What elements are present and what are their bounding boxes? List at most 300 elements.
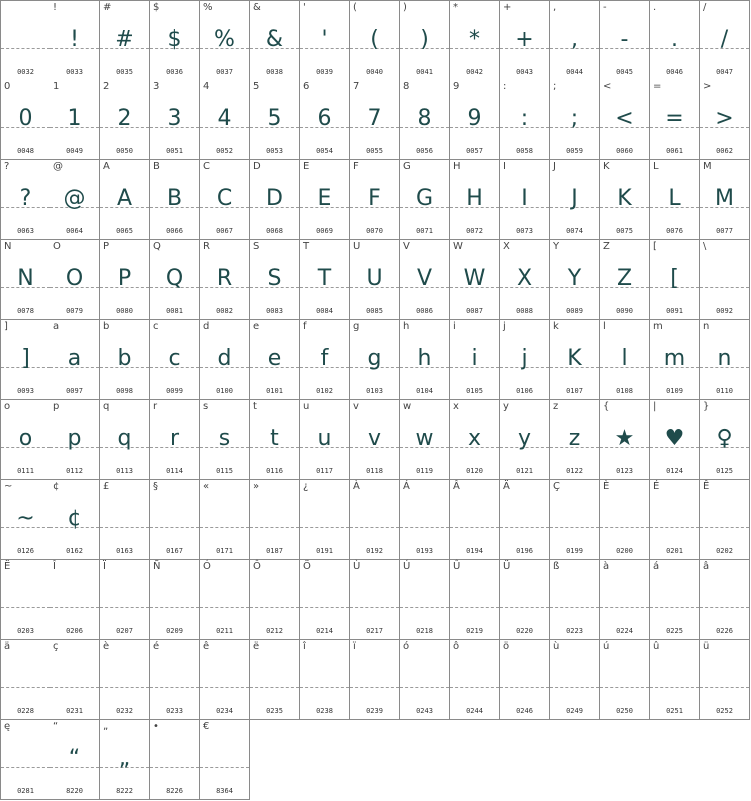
glyph-code: 0239 — [366, 707, 383, 715]
glyph-cell[interactable] — [150, 0, 200, 81]
glyph-code: 0252 — [716, 707, 733, 715]
glyph-cell[interactable] — [200, 560, 250, 640]
glyph-cell[interactable] — [200, 80, 250, 160]
glyph-sample — [50, 582, 99, 616]
glyph-sample: Y — [567, 266, 582, 291]
glyph-cell[interactable] — [150, 640, 200, 720]
glyph-label: 5 — [253, 81, 260, 92]
glyph-code: 0246 — [516, 707, 533, 715]
glyph-label: È — [603, 481, 610, 492]
glyph-code: 0251 — [666, 707, 683, 715]
glyph-code: 0041 — [416, 68, 433, 76]
glyph-cell[interactable] — [600, 240, 650, 320]
glyph-sample: * — [469, 27, 480, 52]
glyph-label: F — [353, 161, 359, 172]
glyph-cell[interactable] — [600, 560, 650, 640]
glyph-cell[interactable] — [550, 240, 600, 320]
glyph-code: 0118 — [366, 467, 383, 475]
glyph-cell[interactable] — [150, 400, 200, 480]
glyph-cell[interactable] — [350, 400, 400, 480]
glyph-code: 0059 — [566, 147, 583, 155]
glyph-sample — [450, 582, 499, 616]
glyph-label: ç — [53, 641, 59, 652]
glyph-label: $ — [153, 2, 160, 13]
glyph-cell[interactable] — [350, 240, 400, 320]
glyph-sample: 7 — [367, 106, 382, 131]
glyph-sample: - — [620, 27, 629, 52]
glyph-label: Z — [603, 241, 610, 252]
glyph-sample: Z — [616, 266, 633, 291]
glyph-sample: 4 — [217, 106, 232, 131]
glyph-cell[interactable] — [300, 320, 350, 400]
glyph-code: 0066 — [166, 227, 183, 235]
glyph-cell[interactable] — [100, 0, 150, 81]
glyph-sample — [100, 582, 149, 616]
glyph-cell[interactable] — [450, 160, 500, 240]
glyph-code: 0217 — [366, 627, 383, 635]
glyph-cell[interactable] — [100, 640, 150, 720]
glyph-cell[interactable] — [250, 0, 300, 81]
glyph-label: 0 — [4, 81, 11, 92]
glyph-label: 1 — [53, 81, 60, 92]
glyph-cell[interactable] — [100, 80, 150, 160]
glyph-cell[interactable] — [0, 160, 51, 240]
glyph-cell[interactable] — [100, 400, 150, 480]
glyph-cell[interactable] — [650, 0, 700, 81]
glyph-sample: 9 — [467, 106, 482, 131]
glyph-sample — [550, 502, 599, 536]
glyph-cell[interactable] — [50, 160, 100, 240]
glyph-cell[interactable] — [50, 400, 100, 480]
glyph-cell[interactable] — [250, 480, 300, 560]
glyph-cell[interactable] — [550, 640, 600, 720]
glyph-sample — [600, 582, 649, 616]
glyph-cell[interactable] — [500, 320, 550, 400]
glyph-label: H — [453, 161, 461, 172]
glyph-label: I — [503, 161, 506, 172]
glyph-cell[interactable] — [100, 240, 150, 320]
glyph-label: O — [53, 241, 61, 252]
glyph-sample: F — [368, 186, 381, 211]
glyph-cell[interactable] — [200, 0, 250, 81]
glyph-label: á — [653, 561, 660, 572]
glyph-cell[interactable] — [450, 80, 500, 160]
glyph-cell[interactable] — [350, 560, 400, 640]
glyph-cell[interactable] — [0, 80, 51, 160]
glyph-cell[interactable] — [0, 480, 51, 560]
glyph-code: 0219 — [466, 627, 483, 635]
glyph-cell[interactable] — [50, 560, 100, 640]
glyph-sample — [500, 582, 549, 616]
glyph-code: 0238 — [316, 707, 333, 715]
glyph-sample: 2 — [117, 106, 132, 131]
glyph-code: 0078 — [17, 307, 34, 315]
glyph-cell[interactable] — [350, 640, 400, 720]
glyph-cell[interactable] — [150, 80, 200, 160]
glyph-code: 0212 — [266, 627, 283, 635]
glyph-sample — [650, 582, 699, 616]
glyph-cell[interactable] — [650, 320, 700, 400]
glyph-sample: „ — [118, 746, 131, 771]
glyph-cell[interactable] — [50, 80, 100, 160]
glyph-code: 0103 — [366, 387, 383, 395]
glyph-code: 0162 — [66, 547, 83, 555]
glyph-cell[interactable] — [500, 400, 550, 480]
glyph-cell[interactable] — [700, 480, 750, 560]
glyph-sample: I — [521, 186, 528, 211]
glyph-label: ó — [403, 641, 410, 652]
glyph-code: 0109 — [666, 387, 683, 395]
glyph-code: 0233 — [166, 707, 183, 715]
glyph-label: N — [4, 241, 12, 252]
glyph-cell[interactable] — [100, 160, 150, 240]
glyph-cell[interactable] — [0, 720, 51, 800]
glyph-cell[interactable] — [100, 720, 150, 800]
glyph-cell[interactable] — [50, 480, 100, 560]
glyph-label: r — [153, 401, 158, 412]
glyph-cell[interactable] — [150, 480, 200, 560]
glyph-cell[interactable] — [350, 0, 400, 81]
glyph-cell[interactable] — [350, 320, 400, 400]
glyph-label: 2 — [103, 81, 110, 92]
glyph-cell[interactable] — [250, 640, 300, 720]
glyph-sample: e — [267, 346, 282, 371]
glyph-label: ô — [453, 641, 460, 652]
glyph-cell[interactable] — [500, 560, 550, 640]
glyph-cell[interactable] — [100, 320, 150, 400]
glyph-label: £ — [103, 481, 110, 492]
glyph-code: 0052 — [216, 147, 233, 155]
glyph-cell[interactable] — [50, 720, 100, 800]
glyph-cell[interactable] — [400, 400, 450, 480]
glyph-label: L — [653, 161, 659, 172]
glyph-code: 0080 — [116, 307, 133, 315]
glyph-cell[interactable] — [0, 320, 51, 400]
glyph-code: 0187 — [266, 547, 283, 555]
glyph-label: À — [353, 481, 360, 492]
glyph-cell[interactable] — [700, 320, 750, 400]
glyph-code: 0107 — [566, 387, 583, 395]
glyph-cell[interactable] — [450, 560, 500, 640]
glyph-code: 0121 — [516, 467, 533, 475]
glyph-label: p — [53, 401, 60, 412]
glyph-cell[interactable] — [400, 640, 450, 720]
glyph-cell[interactable] — [300, 160, 350, 240]
glyph-code: 0200 — [616, 547, 633, 555]
glyph-cell[interactable] — [550, 400, 600, 480]
glyph-code: 0049 — [66, 147, 83, 155]
glyph-cell[interactable] — [700, 240, 750, 320]
glyph-label: , — [553, 2, 557, 13]
glyph-cell[interactable] — [700, 160, 750, 240]
glyph-label: | — [653, 401, 657, 412]
glyph-sample: ♥ — [664, 426, 685, 451]
glyph-sample: 0 — [18, 106, 33, 131]
glyph-cell[interactable] — [650, 560, 700, 640]
glyph-cell[interactable] — [600, 80, 650, 160]
glyph-label: q — [103, 401, 110, 412]
glyph-cell[interactable] — [350, 480, 400, 560]
glyph-cell[interactable] — [350, 160, 400, 240]
glyph-cell[interactable] — [550, 0, 600, 81]
glyph-code: 0043 — [516, 68, 533, 76]
glyph-label: \ — [703, 241, 707, 252]
glyph-label: G — [403, 161, 411, 172]
glyph-sample: ? — [19, 186, 32, 211]
glyph-sample: f — [320, 346, 329, 371]
glyph-sample: j — [521, 346, 528, 371]
glyph-code: 0033 — [66, 68, 83, 76]
glyph-sample: J — [571, 186, 578, 211]
glyph-cell[interactable] — [250, 560, 300, 640]
glyph-code: 0101 — [266, 387, 283, 395]
glyph-cell[interactable] — [600, 400, 650, 480]
glyph-cell[interactable] — [450, 320, 500, 400]
glyph-cell[interactable] — [500, 160, 550, 240]
glyph-cell[interactable] — [400, 0, 450, 81]
glyph-label: * — [453, 2, 458, 13]
glyph-cell[interactable] — [650, 400, 700, 480]
glyph-cell[interactable] — [700, 640, 750, 720]
glyph-sample: p — [67, 426, 82, 451]
glyph-sample: w — [415, 426, 434, 451]
glyph-sample — [1, 662, 50, 696]
glyph-label: ï — [353, 641, 356, 652]
glyph-cell[interactable] — [550, 560, 600, 640]
glyph-sample: @ — [63, 186, 86, 211]
glyph-sample: ~ — [16, 506, 35, 531]
glyph-cell[interactable] — [600, 480, 650, 560]
glyph-cell[interactable] — [650, 640, 700, 720]
glyph-label: Ü — [503, 561, 511, 572]
glyph-sample: a — [67, 346, 82, 371]
glyph-sample: N — [17, 266, 34, 291]
glyph-label: “ — [53, 721, 59, 732]
glyph-label: 8 — [403, 81, 410, 92]
glyph-cell[interactable] — [400, 560, 450, 640]
glyph-cell[interactable] — [150, 240, 200, 320]
glyph-sample: l — [621, 346, 628, 371]
glyph-cell[interactable] — [500, 0, 550, 81]
glyph-cell[interactable] — [300, 400, 350, 480]
glyph-code: 0032 — [17, 68, 34, 76]
glyph-code: 0126 — [17, 547, 34, 555]
glyph-sample: % — [214, 27, 235, 52]
glyph-cell[interactable] — [100, 560, 150, 640]
glyph-label: = — [653, 81, 662, 92]
glyph-cell[interactable] — [200, 160, 250, 240]
glyph-cell[interactable] — [550, 160, 600, 240]
glyph-code: 0040 — [366, 68, 383, 76]
glyph-cell[interactable] — [200, 720, 250, 800]
glyph-label: d — [203, 321, 210, 332]
glyph-label: b — [103, 321, 110, 332]
glyph-cell[interactable] — [400, 80, 450, 160]
glyph-label: Ó — [203, 561, 211, 572]
glyph-code: 0250 — [616, 707, 633, 715]
glyph-sample: 3 — [167, 106, 182, 131]
glyph-sample — [50, 662, 99, 696]
glyph-label: Û — [453, 561, 461, 572]
glyph-sample — [300, 502, 349, 536]
glyph-label: o — [4, 401, 11, 412]
glyph-code: 8222 — [116, 787, 133, 795]
glyph-cell[interactable] — [600, 160, 650, 240]
glyph-cell[interactable] — [0, 640, 51, 720]
glyph-code: 8226 — [166, 787, 183, 795]
glyph-code: 0102 — [316, 387, 333, 395]
glyph-cell[interactable] — [50, 0, 100, 81]
glyph-sample: $ — [167, 27, 182, 52]
glyph-cell[interactable] — [250, 400, 300, 480]
glyph-sample: g — [367, 346, 382, 371]
glyph-code: 0099 — [166, 387, 183, 395]
glyph-cell[interactable] — [550, 320, 600, 400]
glyph-cell[interactable] — [300, 80, 350, 160]
glyph-cell[interactable] — [0, 560, 51, 640]
glyph-label: l — [603, 321, 606, 332]
glyph-code: 0092 — [716, 307, 733, 315]
glyph-cell[interactable] — [450, 400, 500, 480]
glyph-label: { — [603, 401, 610, 412]
glyph-cell[interactable] — [350, 80, 400, 160]
glyph-label: û — [653, 641, 660, 652]
glyph-code: 0061 — [666, 147, 683, 155]
glyph-code: 0234 — [216, 707, 233, 715]
glyph-code: 0206 — [66, 627, 83, 635]
glyph-code: 0070 — [366, 227, 383, 235]
glyph-code: 8220 — [66, 787, 83, 795]
glyph-sample: V — [416, 266, 433, 291]
glyph-cell[interactable] — [650, 240, 700, 320]
glyph-cell[interactable] — [0, 0, 51, 81]
glyph-cell[interactable] — [150, 160, 200, 240]
glyph-code: 0171 — [216, 547, 233, 555]
glyph-cell[interactable] — [0, 400, 51, 480]
glyph-sample: m — [663, 346, 686, 371]
glyph-cell[interactable] — [600, 320, 650, 400]
glyph-sample: / — [720, 27, 729, 52]
glyph-label: ! — [53, 2, 58, 13]
glyph-cell[interactable] — [500, 80, 550, 160]
glyph-cell[interactable] — [300, 640, 350, 720]
glyph-cell[interactable] — [450, 0, 500, 81]
glyph-cell[interactable] — [550, 480, 600, 560]
glyph-cell[interactable] — [400, 480, 450, 560]
glyph-code: 0243 — [416, 707, 433, 715]
glyph-cell[interactable] — [600, 640, 650, 720]
glyph-cell[interactable] — [500, 240, 550, 320]
glyph-cell[interactable] — [500, 480, 550, 560]
glyph-sample: , — [571, 27, 578, 52]
glyph-sample: A — [116, 186, 133, 211]
glyph-label: : — [503, 81, 507, 92]
glyph-label: ü — [703, 641, 710, 652]
glyph-label: V — [403, 241, 410, 252]
glyph-cell[interactable] — [700, 400, 750, 480]
glyph-cell[interactable] — [200, 240, 250, 320]
glyph-cell[interactable] — [600, 0, 650, 81]
glyph-cell[interactable] — [400, 320, 450, 400]
glyph-sample — [100, 662, 149, 696]
glyph-code: 0046 — [666, 68, 683, 76]
glyph-cell[interactable] — [250, 320, 300, 400]
glyph-cell[interactable] — [250, 160, 300, 240]
glyph-code: 0054 — [316, 147, 333, 155]
glyph-cell[interactable] — [400, 160, 450, 240]
glyph-cell[interactable] — [200, 400, 250, 480]
glyph-cell[interactable] — [700, 80, 750, 160]
glyph-cell[interactable] — [300, 480, 350, 560]
glyph-sample: K — [567, 346, 582, 371]
glyph-cell[interactable] — [250, 240, 300, 320]
glyph-code: 0194 — [466, 547, 483, 555]
glyph-cell[interactable] — [250, 80, 300, 160]
glyph-sample: i — [471, 346, 478, 371]
glyph-label: â — [703, 561, 710, 572]
glyph-cell[interactable] — [0, 240, 51, 320]
glyph-sample: c — [168, 346, 181, 371]
glyph-code: 0111 — [17, 467, 34, 475]
glyph-code: 0088 — [516, 307, 533, 315]
glyph-sample: n — [717, 346, 732, 371]
glyph-sample — [400, 582, 449, 616]
glyph-cell[interactable] — [150, 320, 200, 400]
glyph-cell[interactable] — [300, 0, 350, 81]
glyph-cell[interactable] — [150, 560, 200, 640]
glyph-cell[interactable] — [100, 480, 150, 560]
glyph-cell[interactable] — [450, 640, 500, 720]
glyph-cell[interactable] — [700, 0, 750, 81]
glyph-label: k — [553, 321, 559, 332]
glyph-cell[interactable] — [550, 80, 600, 160]
glyph-cell[interactable] — [450, 240, 500, 320]
glyph-cell[interactable] — [200, 320, 250, 400]
glyph-cell[interactable] — [200, 480, 250, 560]
glyph-sample: Q — [165, 266, 184, 291]
glyph-code: 0064 — [66, 227, 83, 235]
glyph-cell[interactable] — [300, 560, 350, 640]
glyph-code: 0235 — [266, 707, 283, 715]
glyph-sample — [150, 742, 199, 776]
glyph-cell[interactable] — [200, 640, 250, 720]
glyph-code: 0209 — [166, 627, 183, 635]
glyph-cell[interactable] — [450, 480, 500, 560]
glyph-cell[interactable] — [150, 720, 200, 800]
glyph-cell[interactable] — [700, 560, 750, 640]
glyph-sample — [700, 662, 749, 696]
glyph-label: a — [53, 321, 60, 332]
glyph-cell[interactable] — [650, 160, 700, 240]
glyph-cell[interactable] — [650, 80, 700, 160]
glyph-sample — [250, 502, 299, 536]
glyph-cell[interactable] — [400, 240, 450, 320]
glyph-label: 3 — [153, 81, 160, 92]
glyph-cell[interactable] — [650, 480, 700, 560]
glyph-cell[interactable] — [500, 640, 550, 720]
glyph-cell[interactable] — [50, 240, 100, 320]
glyph-sample: 8 — [417, 106, 432, 131]
glyph-sample: S — [267, 266, 282, 291]
glyph-cell[interactable] — [300, 240, 350, 320]
glyph-cell[interactable] — [50, 640, 100, 720]
glyph-code: 0090 — [616, 307, 633, 315]
glyph-cell[interactable] — [50, 320, 100, 400]
glyph-label: J — [553, 161, 556, 172]
glyph-code: 0203 — [17, 627, 34, 635]
glyph-label: h — [403, 321, 410, 332]
glyph-code: 0087 — [466, 307, 483, 315]
